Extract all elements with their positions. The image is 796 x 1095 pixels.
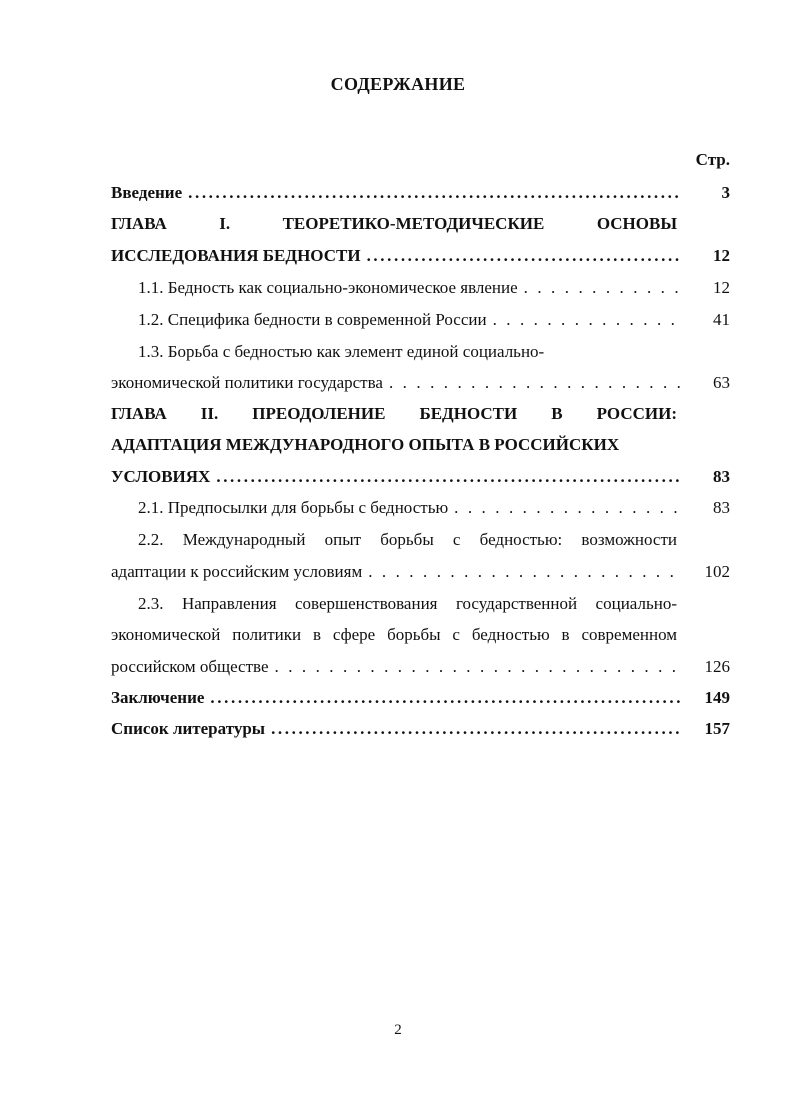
toc-chapter2-heading-line3[interactable] [111,462,730,492]
page-number: 2 [394,1022,402,1038]
toc-entry-text: экономической политики государства [111,373,383,392]
toc-entry-bibliography[interactable] [111,714,730,744]
toc-page-number: 157 [704,719,730,738]
toc-entry-text: Заключение [111,688,205,707]
toc-page-number: 83 [713,498,730,517]
leader-dots [454,493,680,523]
word: ГЛАВА [111,404,167,423]
toc-entry-intro[interactable] [111,178,730,208]
toc-page-number: 3 [721,183,730,202]
toc-section-2-2-line2[interactable] [111,557,730,587]
toc-section-1-2[interactable] [138,305,730,335]
toc-entry-text: 1.1. Бедность как социально-экономическое явление [138,278,518,297]
toc-chapter1-heading-line2[interactable] [111,241,730,271]
toc-entry-text: адаптации к российским условиям [111,562,363,581]
word: ОСНОВЫ [596,214,678,233]
leader-dots [389,368,680,398]
leader-dots [275,652,681,682]
toc-page-number: 83 [713,467,730,486]
toc-chapter1-heading-line1[interactable] [111,209,677,239]
toc-page-number: 102 [704,562,730,581]
toc-section-2-3-line2[interactable]: экономической политики в сфере борьбы с бедностью в современном [111,625,677,644]
leader-dots [367,241,680,271]
toc-page-number: 41 [713,310,730,329]
leader-dots [271,714,680,744]
toc-entry-text: 1.2. Специфика бедности в современной России [138,310,487,329]
toc-entry-text: Введение [111,183,183,202]
word: ТЕОРЕТИКО-МЕТОДИЧЕСКИЕ [282,214,545,233]
word: II. [200,404,219,423]
page-title: СОДЕРЖАНИЕ [330,74,466,94]
leader-dots [188,178,680,208]
toc-section-2-1[interactable] [138,493,730,523]
leader-dots [524,273,680,303]
word: ГЛАВА [111,214,167,233]
toc-entry-text: УСЛОВИЯХ [111,467,211,486]
toc-section-2-3-line3[interactable] [111,652,730,682]
toc-section-1-3-line2[interactable] [111,368,730,398]
word: ПРЕОДОЛЕНИЕ [252,404,386,423]
toc-section-1-1[interactable] [138,273,730,303]
leader-dots [216,462,680,492]
toc-entry-text: российском обществе [111,657,269,676]
toc-entry-text: 2.1. Предпосылки для борьбы с бедностью [138,498,449,517]
word: I. [219,214,231,233]
page-column-label: Стр. [695,150,730,169]
leader-dots [493,305,680,335]
toc-section-2-3-line1[interactable]: 2.3. Направления совершенствования государственной социально- [138,594,677,613]
toc-entry-text: Список литературы [111,719,266,738]
word: БЕДНОСТИ [419,404,518,423]
leader-dots [368,557,680,587]
word: В [551,404,563,423]
toc-section-2-2-line1[interactable]: 2.2. Международный опыт борьбы с бедностью: возможности [138,530,677,549]
toc-page-number: 12 [713,246,730,265]
toc-page-number: 12 [713,278,730,297]
leader-dots [210,683,680,713]
toc-page-number: 63 [713,373,730,392]
toc-chapter2-heading-line1[interactable] [111,399,677,429]
toc-page-number: 149 [704,688,730,707]
word: РОССИИ: [596,404,678,423]
toc-section-1-3-line1[interactable]: 1.3. Борьба с бедностью как элемент единой социально- [138,342,545,361]
toc-page-number: 126 [704,657,730,676]
toc-entry-text: ИССЛЕДОВАНИЯ БЕДНОСТИ [111,246,361,265]
toc-entry-conclusion[interactable] [111,683,730,713]
toc-chapter2-heading-line2[interactable]: АДАПТАЦИЯ МЕЖДУНАРОДНОГО ОПЫТА В РОССИЙСКИХ [111,435,620,454]
